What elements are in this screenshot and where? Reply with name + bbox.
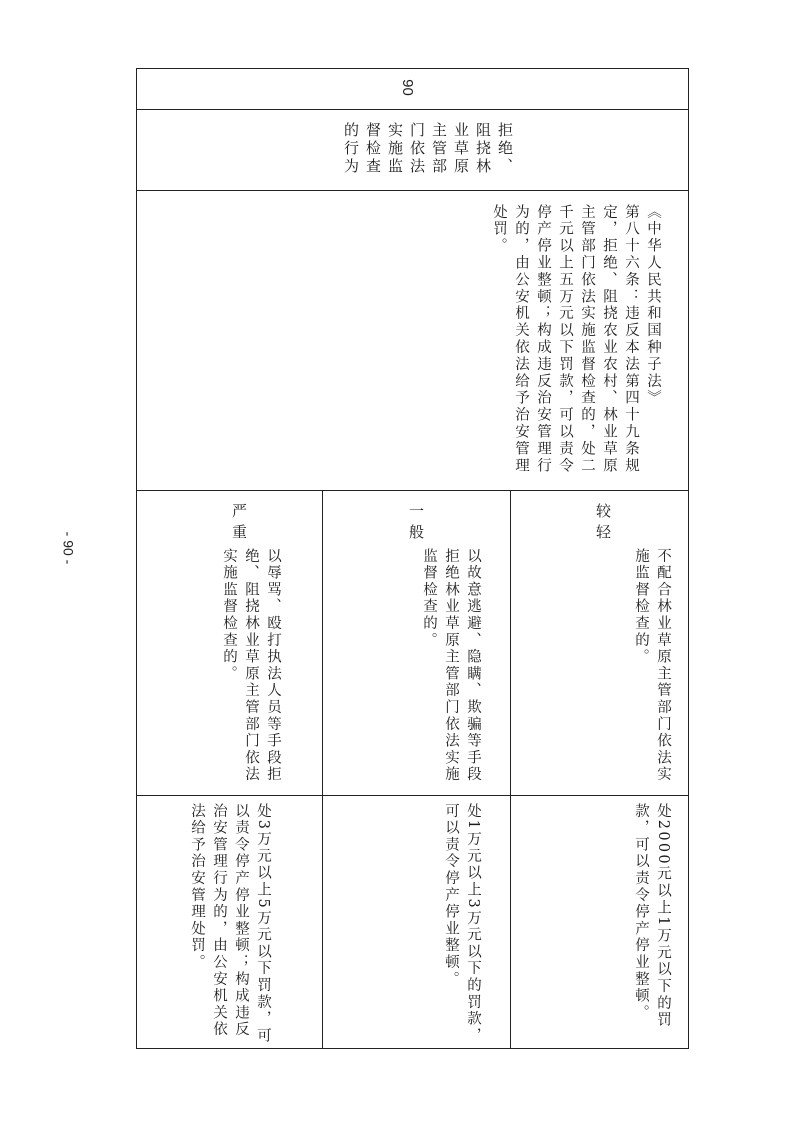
column-divider-1 <box>322 490 323 1049</box>
grade-penalty-severe: 处3万元以上5万元以下罚款，可以责令停产停业整顿；构成违反治安管理行为的，由公安机关依法给予治安管理处罚。 <box>189 803 271 1045</box>
grade-level-general: 一般 <box>407 503 425 545</box>
row-divider-number <box>136 109 689 110</box>
table-border-right <box>688 68 689 1049</box>
grade-condition-light: 不配合林业草原主管部门依法实施监督检查的。 <box>633 548 671 784</box>
legal-basis-title: 《中华人民共和国种子法》 <box>645 204 661 407</box>
grade-level-light: 较轻 <box>594 503 612 545</box>
grade-level-severe: 严重 <box>230 503 248 545</box>
row-divider-condition <box>136 795 689 796</box>
row-number: 90 <box>398 79 416 96</box>
legal-basis-text: 第八十六条：违反本法第四十九条规定，拒绝、阻挠农业农村、林业草原主管部门依法实施监督检查的，处二千元以上五万元以下罚款，可以责令停产停业整顿；构成违反治安管理行为的，由公安机关依法给予治安管理处罚。 <box>491 204 639 475</box>
row-divider-legal <box>136 490 689 491</box>
table-border-left <box>136 68 137 1049</box>
legal-basis-block <box>384 204 664 488</box>
page-number: - 90 - <box>60 531 77 565</box>
row-divider-behavior <box>136 190 689 191</box>
grade-penalty-light: 处2000元以上1万元以下的罚款，可以责令停产停业整顿。 <box>633 803 671 1029</box>
table-border-top <box>136 68 689 69</box>
grade-penalty-general: 处1万元以上3万元以下的罚款，可以责令停产停业整顿。 <box>443 803 481 1045</box>
table-border-bottom <box>136 1048 689 1049</box>
grade-condition-severe: 以辱骂、殴打执法人员等手段拒绝、阻挠林业草原主管部门依法实施监督检查的。 <box>221 548 281 784</box>
grade-condition-general: 以故意逃避、隐瞒、欺骗等手段拒绝林业草原主管部门依法实施监督检查的。 <box>421 548 481 784</box>
column-divider-2 <box>510 490 511 1049</box>
behavior-text: 拒绝、阻挠林业草原主管部门依法实施监督检查的行为 <box>342 122 514 176</box>
